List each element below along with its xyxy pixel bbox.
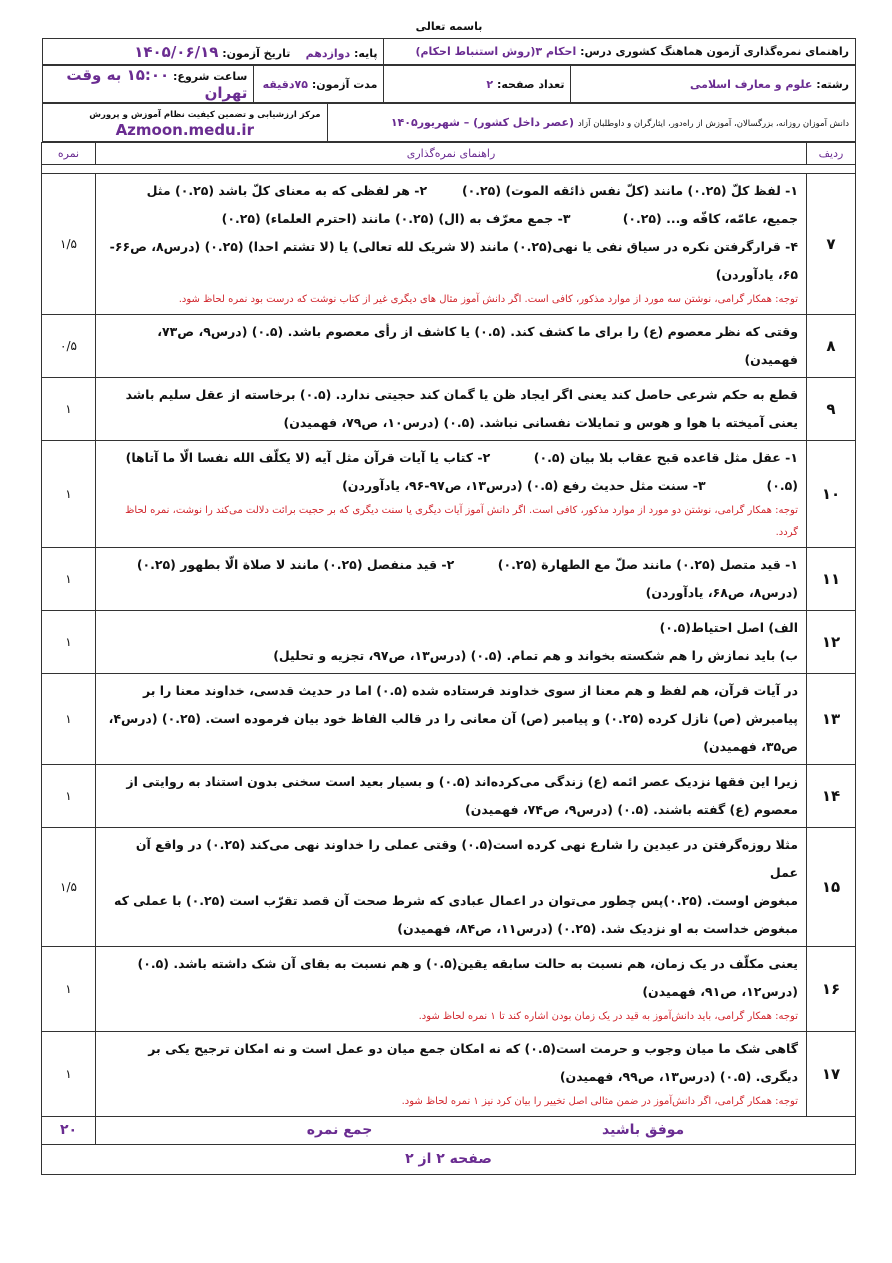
answer-row (42, 827, 856, 946)
teacher-note: توجه: همکار گرامی، اگر دانش‌آموز در ضمن مثالی اصل تخییر را بیان کرد نیز ۱ نمره لحاظ شود. (401, 1095, 798, 1107)
answer-text-cell (96, 673, 807, 764)
answer-row (42, 764, 856, 827)
grade-label: پایه: (354, 46, 378, 60)
total-row (42, 1116, 856, 1144)
teacher-note: توجه: همکار گرامی، باید دانش‌آموز به قید در یک زمان بودن اشاره کند تا ۱ نمره لحاظ شود. (418, 1010, 798, 1022)
exam-subject: احکام ۳(روش استنباط احکام) (415, 45, 577, 58)
answers-table (41, 173, 856, 1175)
answer-line: زیرا این فقها نزدیک عصر ائمه (ع) زندگی می‌کرده‌اند (۰.۵) و بسیار بعید است سخنی بدون استناد به روایتی از (126, 773, 798, 789)
row-score: ۱ (42, 946, 96, 1031)
row-score: ۱ (42, 377, 96, 440)
answer-line: گاهی شک ما میان وجوب و حرمت است(۰.۵) که نه امکان جمع میان دو عمل است و نه امکان ترجیح یکی بر (148, 1040, 798, 1056)
audience-table (42, 103, 856, 142)
answer-line: قطع به حکم شرعی حاصل کند یعنی اگر ایجاد ظن یا گمان کند حجیتی ندارد. (۰.۵) برخاسته از عقل سلیم باشد (125, 386, 798, 402)
students-text: دانش آموزان روزانه، بزرگسالان، آموزش از راه‌دور، ایثارگران و داوطلبان آزاد (577, 119, 849, 129)
answer-line: معصوم (ع) گفته باشند. (۰.۵) (درس۹، ص۷۴، فهمیدن) (464, 801, 798, 817)
pages-label: تعداد صفحه: (496, 77, 565, 91)
answer-line: جمیع، عامّه، کافّه و... (۰.۲۵) ۳- جمع معرّف به (ال) (۰.۲۵) مانند (احترم العلماء) (۰.۲۵) (221, 210, 798, 226)
date-value: ۱۴۰۵/۰۶/۱۹ (134, 42, 219, 61)
column-header-table (41, 142, 856, 173)
answer-line: الف) اصل احتیاط(۰.۵) (659, 619, 798, 635)
grade-value: دوازدهم (305, 46, 351, 60)
row-score: ۱ (42, 1031, 96, 1116)
page-number: صفحه ۲ از ۲ (42, 1144, 856, 1174)
good-luck-cell (96, 1116, 856, 1144)
site-link[interactable]: Azmoon.medu.ir (115, 120, 254, 139)
answer-text-cell (96, 440, 807, 547)
bismillah: باسمه تعالی (415, 20, 483, 33)
duration-cell (254, 66, 384, 103)
answer-line: ۱- قید متصل (۰.۲۵) مانند صلّ مع الطهارة (۰.۲۵) ۲- قید منفصل (۰.۲۵) مانند لا صلاة الّا بطهور (۰.۲۵) (136, 556, 798, 572)
header-table (42, 38, 856, 65)
answer-line: مثلا روزه‌گرفتن در عیدین را شارع نهی کرده است(۰.۵) وقتی عملی را خداوند نهی می‌کند (۰.۲۵) در واقع آن عمل (135, 836, 798, 880)
row-number: ۱۲ (807, 610, 856, 673)
date-label: تاریخ آزمون: (222, 46, 291, 60)
row-number: ۱۶ (807, 946, 856, 1031)
answer-row (42, 314, 856, 377)
answer-line: وقتی که نظر معصوم (ع) را برای ما کشف کند. (۰.۵) یا کاشف از رأی معصوم باشد. (۰.۵) (درس۹، ص۷۳، فهمیدن) (157, 323, 798, 367)
row-score: ۱/۵ (42, 173, 96, 314)
session-text: (عصر داخل کشور) – شهریور۱۴۰۵ (390, 116, 575, 129)
answer-line: (درس۸، ص۶۸، یادآوردن) (645, 584, 798, 600)
answer-line: ۱- عقل مثل قاعده قبح عقاب بلا بیان (۰.۵) ۲- کتاب یا آیات قرآن مثل آیه (لا یکلّف الله نفسا الّا ما آتاها) (125, 449, 798, 465)
answer-line: ۴- قرارگرفتن نکره در سیاق نفی یا نهی(۰.۲۵) مانند (لا شریک لله تعالی) یا (لا تشتم احدا) (۰.۲۵) (درس۸، ص۶۶- (109, 238, 798, 254)
answer-row (42, 673, 856, 764)
answer-line: ۱- لفظ کلّ (۰.۲۵) مانند (کلّ نفس ذائقه الموت) (۰.۲۵) ۲- هر لفظی که به معنای کلّ باشد (۰.۲۵) مثل (146, 182, 798, 198)
center-cell (43, 104, 328, 142)
row-score: ۱ (42, 547, 96, 610)
page-row (42, 1144, 856, 1174)
exam-title-prefix: راهنمای نمره‌گذاری آزمون هماهنگ کشوری درس: (580, 45, 849, 58)
answer-line: یعنی آمیخته با هوا و هوس و تمایلات نفسانی نباشد. (۰.۵) (درس۱۰، ص۷۹، فهمیدن) (283, 414, 798, 430)
answer-line: مبغوض خداست به او نزدیک شد. (۰.۲۵) (درس۱۱، ص۸۴، فهمیدن) (397, 920, 798, 936)
row-score: ۱ (42, 673, 96, 764)
answer-row (42, 440, 856, 547)
answer-text-cell (96, 764, 807, 827)
answer-row (42, 610, 856, 673)
row-number: ۱۳ (807, 673, 856, 764)
col-guide-header: راهنمای نمره‌گذاری (96, 143, 807, 165)
teacher-note: توجه: همکار گرامی، نوشتن دو مورد از موارد مذکور، کافی است. اگر دانش آموز آیات دیگری یا سنت دیگری که بر حجیت برائت دلالت می‌کند را نوشت، نمره لحاظ گردد. (125, 504, 798, 538)
answer-row (42, 547, 856, 610)
row-score: ۱/۵ (42, 827, 96, 946)
start-cell (43, 66, 254, 103)
answer-text-cell (96, 827, 807, 946)
col-row-header: ردیف (807, 143, 856, 165)
teacher-note: توجه: همکار گرامی، نوشتن سه مورد از موارد مذکور، کافی است. اگر دانش آموز مثال های دیگری غیر از کتاب نوشت که درست بود نمره لحاظ شود. (178, 293, 798, 305)
field-label: رشته: (816, 77, 849, 91)
answer-line: دیگری. (۰.۵) (درس۱۳، ص۹۹، فهمیدن) (559, 1068, 798, 1084)
answer-line: (درس۱۲، ص۹۱، فهمیدن) (642, 983, 798, 999)
start-label: ساعت شروع: (173, 70, 248, 83)
row-number: ۸ (807, 314, 856, 377)
row-number: ۱۰ (807, 440, 856, 547)
row-number: ۱۱ (807, 547, 856, 610)
answer-text-cell (96, 610, 807, 673)
audience-cell (327, 104, 855, 142)
col-score-header: نمره (42, 143, 96, 165)
pages-value: ۲ (486, 77, 494, 91)
duration-value: ۷۵دقیقه (262, 77, 308, 91)
answer-text-cell (96, 377, 807, 440)
total-value: ۲۰ (42, 1116, 96, 1144)
row-score: ۰/۵ (42, 314, 96, 377)
info-table (42, 65, 856, 103)
answer-text-cell (96, 547, 807, 610)
field-value: علوم و معارف اسلامی (690, 77, 813, 91)
answer-row (42, 946, 856, 1031)
row-number: ۷ (807, 173, 856, 314)
answer-row (42, 377, 856, 440)
answer-line: ص۳۵، فهمیدن) (703, 738, 798, 754)
answer-line: (۰.۵) ۳- سنت مثل حدیث رفع (۰.۵) (درس۱۳، ص۹۷-۹۶، یادآوردن) (342, 477, 798, 493)
center-text: مرکز ارزشیابی و تضمین کیفیت نظام آموزش و پرورش (89, 109, 321, 120)
answer-key-page (42, 14, 856, 1175)
grade-date-cell (43, 39, 384, 65)
answer-line: مبغوض اوست. (۰.۲۵)پس چطور می‌توان در اعمال عبادی که شرط صحت آن قصد تقرّب است (۰.۲۵) با عملی که (113, 892, 798, 908)
row-score: ۱ (42, 440, 96, 547)
row-score: ۱ (42, 764, 96, 827)
start-value: ۱۵:۰۰ به وقت تهران (66, 66, 248, 102)
good-luck-text: موفق باشید (602, 1122, 685, 1138)
row-number: ۱۴ (807, 764, 856, 827)
row-number: ۱۵ (807, 827, 856, 946)
answer-line: ب) باید نمازش را هم شکسته بخواند و هم تمام. (۰.۵) (درس۱۳، ص۹۷، تجزیه و تحلیل) (273, 647, 798, 663)
row-number: ۹ (807, 377, 856, 440)
answer-text-cell (96, 173, 807, 314)
answer-line: یعنی مکلّف در یک زمان، هم نسبت به حالت سابقه یقین(۰.۵) و هم نسبت به بقای آن شک داشته باشد. (۰.۵) (137, 955, 798, 971)
answer-line: پیامبرش (ص) نازل کرده (۰.۲۵) و پیامبر (ص) آن معانی را در قالب الفاظ خود بیان فرموده است. (۰.۲۵) (درس۴، (108, 710, 798, 726)
answer-row (42, 173, 856, 314)
answer-row (42, 1031, 856, 1116)
row-number: ۱۷ (807, 1031, 856, 1116)
answer-text-cell (96, 1031, 807, 1116)
row-score: ۱ (42, 610, 96, 673)
pages-cell (384, 66, 571, 103)
exam-title-cell (384, 39, 856, 65)
answer-text-cell (96, 314, 807, 377)
answer-line: در آیات قرآن، هم لفظ و هم معنا از سوی خداوند فرستاده شده (۰.۵) اما در حدیث قدسی، خداوند معنا را بر (142, 682, 798, 698)
duration-label: مدت آزمون: (311, 77, 378, 91)
answer-text-cell (96, 946, 807, 1031)
total-label: جمع نمره (306, 1122, 373, 1138)
field-cell (571, 66, 856, 103)
answer-line: ۶۵، یادآوردن) (715, 266, 798, 282)
